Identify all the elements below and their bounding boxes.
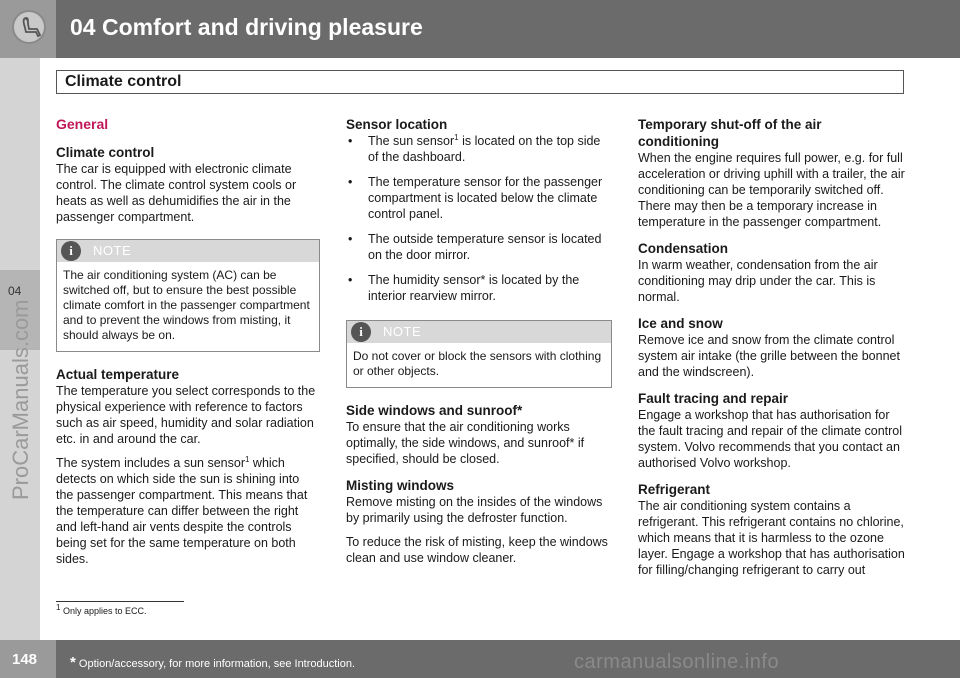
footnote-ref: 1 [454, 132, 459, 142]
heading-fault-tracing: Fault tracing and repair [638, 391, 789, 406]
note-box-ac [56, 239, 320, 352]
footnote-text: Only applies to ECC. [62, 606, 147, 616]
column-2 [346, 112, 612, 574]
footer-text: Option/accessory, for more information, see Introduction. [75, 658, 356, 670]
footnote-rule [56, 601, 184, 602]
footer-star: * [70, 654, 76, 671]
actual-temperature-text: The temperature you select corresponds to the physical experience with reference to factors such as air speed, humidity and solar radiation etc. in and around the car. [56, 384, 316, 446]
ice-text: Remove ice and snow from the climate control system air intake (the grille between the bonnet and the windscreen). [638, 333, 900, 379]
condensation-text: In warm weather, condensation from the air conditioning may drip under the car. This is normal. [638, 258, 878, 304]
sun-text-b: which detects on which side the sun is shining into the passenger compartment. This means that the temperature can differ between the right and left-hand air vents despite the controls being set for the same temperature on both sides. [56, 456, 308, 566]
bullet-text: The sun sensor [368, 134, 455, 148]
fault-text: Engage a workshop that has authorisation for the fault tracing and repair of the climate control system. Volvo recommends that you contact an authorised Volvo workshop. [638, 408, 903, 470]
climate-control-text: The car is equipped with electronic climate control. The climate control system cools or heats as well as dehumidifies the air in the passenger compartment. [56, 162, 297, 224]
heading-actual-temperature: Actual temperature [56, 367, 180, 382]
shutoff-text: When the engine requires full power, e.g. for full acceleration or driving uphill with a trailer, the air conditioning can be temporarily switched off. There may then be a temporary increase in temperature in the passenger compartment. [638, 151, 905, 229]
sensor-list [346, 133, 612, 304]
note-text: The air conditioning system (AC) can be switched off, but to ensure the best possible climate comfort in the passenger compartment and to prevent the windows from misting, it should always be on. [63, 268, 310, 342]
heading-condensation: Condensation [638, 241, 728, 256]
footnote [56, 603, 147, 616]
footer-note [70, 654, 355, 671]
column-1 [56, 112, 320, 575]
note-text: Do not cover or block the sensors with clothing or other objects. [353, 349, 602, 378]
note-label: NOTE [383, 324, 422, 339]
page-number: 148 [12, 651, 38, 668]
note-label: NOTE [93, 243, 132, 258]
heading-climate-control: Climate control [56, 145, 155, 160]
side-windows-text: To ensure that the air conditioning works optimally, the side windows, and sunroof* if specified, should be closed. [346, 420, 585, 466]
seat-icon [12, 10, 46, 44]
chapter-title: 04 Comfort and driving pleasure [70, 14, 423, 40]
sun-sensor-text [56, 455, 320, 567]
watermark-left: ProCarManuals.com [8, 299, 33, 500]
footnote-marker: 1 [56, 603, 61, 612]
bullet-text: is located on the top side of the dashboard. [368, 134, 601, 164]
watermark-bottom: carmanualsonline.info [574, 651, 780, 673]
column-3 [638, 112, 906, 586]
list-item: • The humidity sensor* is located by the interior rearview mirror. [346, 272, 612, 304]
heading-side-windows: Side windows and sunroof* [346, 403, 523, 418]
chapter-tab-label: 04 [8, 284, 22, 298]
sun-text-a: The system includes a sun sensor [56, 456, 245, 470]
note-box-sensors [346, 320, 612, 388]
heading-temporary-shutoff: Temporary shut-off of the air conditioning [638, 117, 822, 149]
heading-ice-and-snow: Ice and snow [638, 316, 723, 331]
info-icon: i [61, 241, 81, 261]
footnote-ref: 1 [244, 454, 250, 464]
heading-refrigerant: Refrigerant [638, 482, 711, 497]
note-header [347, 321, 611, 343]
note-header [57, 240, 319, 262]
misting-text-2: To reduce the risk of misting, keep the windows clean and use window cleaner. [346, 535, 608, 565]
misting-text-1: Remove misting on the insides of the windows by primarily using the defroster function. [346, 495, 603, 525]
section-title: Climate control [65, 73, 182, 90]
list-item: • The temperature sensor for the passenger compartment is located below the climate control panel. [346, 174, 612, 222]
refrigerant-text: The air conditioning system contains a refrigerant. This refrigerant contains no chlorine, which means that it is harmless to the ozone layer. Engage a workshop that has authorisation for filling/changing refrigerant to carry out [638, 499, 905, 577]
heading-misting-windows: Misting windows [346, 478, 454, 493]
heading-general: General [56, 116, 109, 132]
info-icon: i [351, 322, 371, 342]
section-bar [56, 70, 904, 94]
chapter-icon-box [0, 0, 56, 58]
heading-sensor-location: Sensor location [346, 117, 448, 132]
list-item: • The outside temperature sensor is located on the door mirror. [346, 231, 612, 263]
list-item [346, 133, 612, 165]
